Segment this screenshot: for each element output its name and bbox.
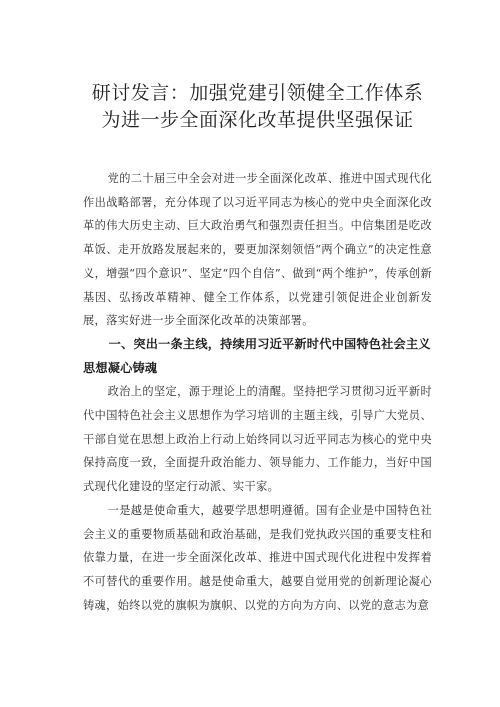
section-1-paragraph-1: 政治上的坚定，源于理论上的清醒。坚持把学习贯彻习近平新时代中国特色社会主义思想作为学习培训的主题主线，引导广大党员、干部自觉在思想上政治上行动上始终同以习近平同志为核心的党中央保持高度一致，全面提升政治能力、领导能力、工作能力，当好中国式现代化建设的坚定行动派、实干家。 (83, 385, 432, 494)
document-body (83, 167, 432, 617)
title-line-1: 研讨发言：加强党建引领健全工作体系 (91, 82, 424, 104)
title-line-2: 为进一步全面深化改革提供坚强保证 (101, 109, 414, 131)
document-title (83, 80, 432, 134)
intro-paragraph: 党的二十届三中全会对进一步全面深化改革、推进中国式现代化作出战略部署，充分体现了以习近平同志为核心的党中央全面深化改革的伟大历史主动、巨大政治勇气和强烈责任担当。中信集团是吃改革饭、走开放路发展起来的，要更加深刻领悟“两个确立”的决定性意义，增强“四个意识”、坚定“四个自信”、做到“两个维护”，传承创新基因、弘扬改革精神、健全工作体系，以党建引领促进企业创新发展，落实好进一步全面深化改革的决策部署。 (83, 172, 432, 328)
section-heading-1: 一、突出一条主线，持续用习近平新时代中国特色社会主义思想凝心铸魂 (83, 336, 431, 375)
section-1-paragraph-2: 一是越是使命重大，越要学思想明遵循。国有企业是中国特色社会主义的重要物质基础和政治基础，是我们党执政兴国的重要支柱和依靠力量，在进一步全面深化改革、推进中国式现代化进程中发挥着不可替代的重要作用。越是使命重大，越要自觉用党的创新理论凝心铸魂，始终以党的旗帜为旗帜、以党的方向为方向、以党的意志为意 (83, 503, 432, 612)
